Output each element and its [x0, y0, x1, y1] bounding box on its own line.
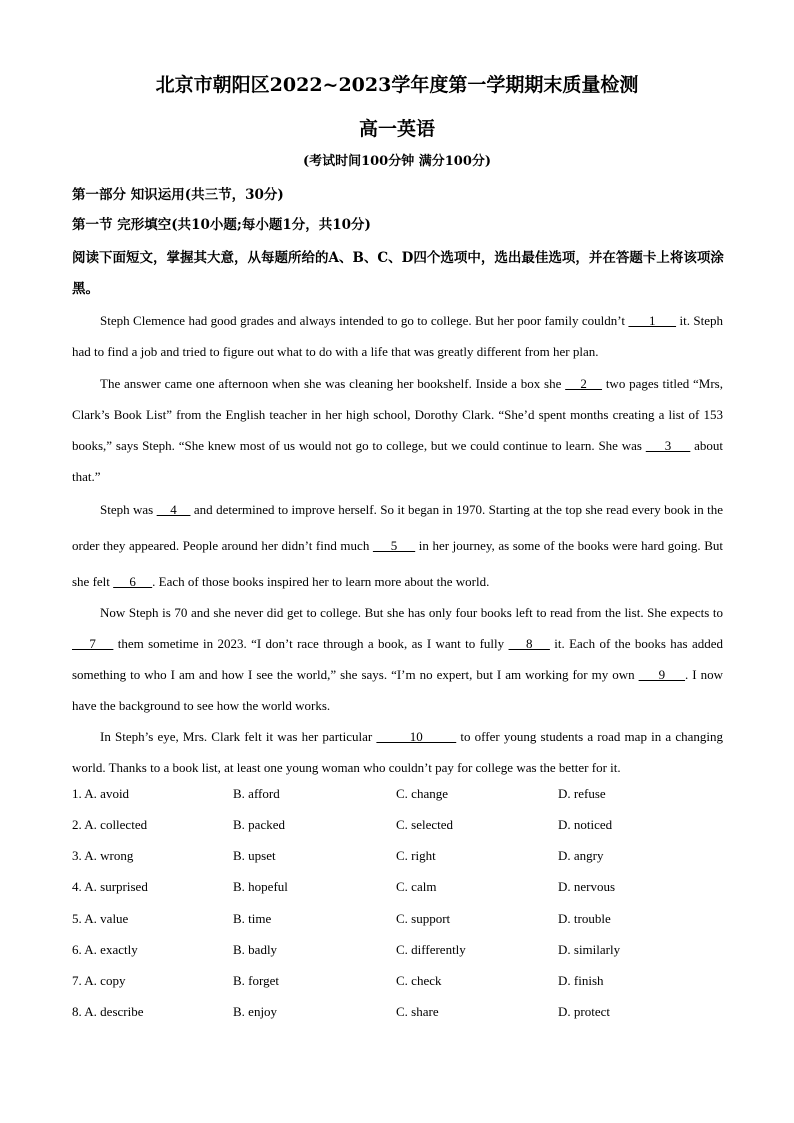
section-heading: 第一节 完形填空(共10小题;每小题1分，共10分) [72, 217, 371, 233]
passage-paragraph-1: Steph Clemence had good grades and always intended to go to college. But her poor family couldn’t 1 it. Steph had to find a job and tried to figure out what to do with a life that was greatly different from her plan. [72, 313, 723, 359]
option-7b: B. forget [233, 973, 279, 988]
option-2b: B. packed [233, 817, 285, 832]
subject-title: 高一英语 [358, 118, 435, 140]
option-4a: 4. A. surprised [72, 879, 148, 894]
option-6b: B. badly [233, 942, 278, 957]
passage-paragraph-3: Steph was 4 and determined to improve herself. So it began in 1970. Starting at the top she read every book in the order they appeared. People around her didn’t find much 5 in her journey, as some of the books were hard going. But she felt 6 . Each of those books inspired her to learn more about the world. [72, 502, 723, 589]
blank-4: 4 [156, 502, 191, 517]
part-heading: 第一部分 知识运用(共三节，30分) [72, 187, 284, 203]
option-7c: C. check [396, 973, 442, 988]
option-4b: B. hopeful [233, 879, 288, 894]
option-5d: D. trouble [558, 911, 611, 926]
option-5c: C. support [396, 911, 451, 926]
option-8a: 8. A. describe [72, 1004, 144, 1019]
option-2d: D. noticed [558, 817, 613, 832]
blank-1: 1 [628, 313, 677, 328]
option-6d: D. similarly [558, 942, 621, 957]
option-8c: C. share [396, 1004, 439, 1019]
blank-9: 9 [638, 667, 686, 682]
option-6c: C. differently [396, 942, 466, 957]
option-6a: 6. A. exactly [72, 942, 138, 957]
option-3c: C. right [396, 848, 436, 863]
option-5b: B. time [233, 911, 272, 926]
option-1c: C. change [396, 786, 448, 801]
blank-10: 10 [376, 729, 457, 744]
option-8d: D. protect [558, 1004, 610, 1019]
option-2a: 2. A. collected [72, 817, 148, 832]
passage-paragraph-5: In Steph’s eye, Mrs. Clark felt it was her particular 10 to offer young students a road map in a changing world. Thanks to a book list, at least one young woman who couldn’t pay for college was the better for it. [72, 729, 724, 775]
option-1a: 1. A. avoid [72, 786, 130, 801]
exam-title: 北京市朝阳区2022~2023学年度第一学期期末质量检测 [155, 74, 639, 96]
option-3d: D. angry [558, 848, 604, 863]
option-1b: B. afford [233, 786, 280, 801]
option-1d: D. refuse [558, 786, 606, 801]
blank-2: 2 [565, 376, 603, 391]
blank-3: 3 [645, 438, 691, 453]
option-5a: 5. A. value [72, 911, 129, 926]
passage-paragraph-2: The answer came one afternoon when she was cleaning her bookshelf. Inside a box she 2 two pages titled “Mrs, Clark’s Book List” from the English teacher in her high school, Dorothy Clark. “She’d spent months creating a list of 153 books,” says Steph. “She knew most of us would not go to college, but we could continue to learn. She was 3 about that.” [72, 376, 723, 484]
blank-8: 8 [508, 636, 550, 651]
passage-paragraph-4: Now Steph is 70 and she never did get to college. But she has only four books left to read from the list. She expects to 7 them sometime in 2023. “I don’t race through a book, as I want to fully 8 it. Each of the books has added something to who I am and how I see the world,” she says. “I’m no expert, but I am working for my own 9 . I now have the background to see how the world works. [72, 605, 724, 713]
instruction: 阅读下面短文，掌握其大意，从每题所给的A、B、C、D四个选项中，选出最佳选项，并在答题卡上将该项涂黑。 [72, 250, 724, 297]
option-7a: 7. A. copy [72, 973, 126, 988]
blank-5: 5 [372, 538, 416, 553]
blank-7: 7 [72, 636, 114, 651]
blank-6: 6 [113, 574, 153, 589]
option-7d: D. finish [558, 973, 604, 988]
exam-info: (考试时间100分钟 满分100分) [302, 154, 492, 169]
option-4d: D. nervous [558, 879, 616, 894]
option-3a: 3. A. wrong [72, 848, 134, 863]
option-4c: C. calm [396, 879, 437, 894]
option-2c: C. selected [396, 817, 454, 832]
option-3b: B. upset [233, 848, 276, 863]
option-8b: B. enjoy [233, 1004, 278, 1019]
